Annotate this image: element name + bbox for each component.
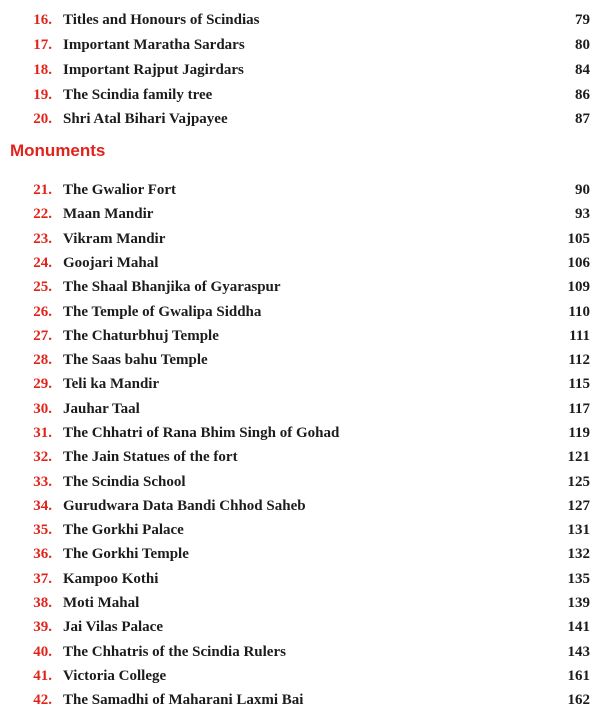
toc-entry: [0, 542, 600, 566]
toc-entry: [0, 33, 600, 57]
entry-title: The Gorkhi Palace: [63, 522, 184, 538]
toc-entry: [0, 251, 600, 275]
toc-entry: [0, 372, 600, 396]
toc-entry: [0, 83, 600, 107]
entry-number: 33.: [33, 474, 52, 490]
toc-entry: [0, 324, 600, 348]
toc-entry: [0, 107, 600, 131]
entry-title: Maan Mandir: [63, 206, 154, 222]
entry-page: 127: [567, 498, 590, 514]
toc-entry: [0, 615, 600, 639]
entry-title: The Chhatri of Rana Bhim Singh of Gohad: [63, 425, 340, 441]
entry-page: 110: [568, 304, 590, 320]
toc-entry: [0, 58, 600, 82]
entry-title: Gurudwara Data Bandi Chhod Saheb: [63, 498, 306, 514]
entry-page: 79: [575, 12, 590, 28]
toc-entry: [0, 202, 600, 226]
entry-page: 86: [575, 87, 590, 103]
entry-title: The Temple of Gwalipa Siddha: [63, 304, 262, 320]
entry-title: Vikram Mandir: [63, 231, 166, 247]
entry-page: 105: [567, 231, 590, 247]
entry-page: 125: [567, 474, 590, 490]
entry-number: 29.: [33, 376, 52, 392]
entry-page: 117: [568, 401, 590, 417]
toc-entry: [0, 470, 600, 494]
entry-page: 115: [568, 376, 590, 392]
entry-page: 162: [567, 692, 590, 708]
entry-page: 84: [575, 62, 590, 78]
entry-page: 80: [575, 37, 590, 53]
entry-page: 90: [575, 182, 590, 198]
entry-title: Jai Vilas Palace: [63, 619, 163, 635]
toc-entry: [0, 421, 600, 445]
entry-page: 87: [575, 111, 590, 127]
entry-page: 161: [567, 668, 590, 684]
entry-number: 40.: [33, 644, 52, 660]
entry-number: 26.: [33, 304, 52, 320]
entry-page: 112: [568, 352, 590, 368]
entry-page: 109: [567, 279, 590, 295]
entry-title: The Saas bahu Temple: [63, 352, 208, 368]
entry-title: Jauhar Taal: [63, 401, 140, 417]
toc-entry: [0, 494, 600, 518]
entry-title: Important Rajput Jagirdars: [63, 62, 244, 78]
entry-number: 21.: [33, 182, 52, 198]
entry-title: The Shaal Bhanjika of Gyaraspur: [63, 279, 281, 295]
entry-page: 93: [575, 206, 590, 222]
entry-title: The Jain Statues of the fort: [63, 449, 238, 465]
entry-number: 42.: [33, 692, 52, 708]
toc-entry: [0, 640, 600, 664]
entry-title: Titles and Honours of Scindias: [63, 12, 260, 28]
entry-title: The Samadhi of Maharani Laxmi Bai: [63, 692, 304, 708]
entry-number: 37.: [33, 571, 52, 587]
entry-number: 16.: [33, 12, 52, 28]
entry-title: Teli ka Mandir: [63, 376, 160, 392]
entry-number: 19.: [33, 87, 52, 103]
entry-number: 34.: [33, 498, 52, 514]
entry-number: 28.: [33, 352, 52, 368]
entry-title: The Gorkhi Temple: [63, 546, 189, 562]
entry-number: 31.: [33, 425, 52, 441]
entry-title: The Scindia family tree: [63, 87, 213, 103]
entry-title: The Chaturbhuj Temple: [63, 328, 219, 344]
entry-title: The Scindia School: [63, 474, 186, 490]
toc-entry: [0, 227, 600, 251]
toc-entry: [0, 567, 600, 591]
entry-number: 35.: [33, 522, 52, 538]
entry-number: 38.: [33, 595, 52, 611]
entry-page: 121: [567, 449, 590, 465]
entry-page: 135: [567, 571, 590, 587]
entry-number: 18.: [33, 62, 52, 78]
entry-number: 27.: [33, 328, 52, 344]
entry-page: 139: [567, 595, 590, 611]
entry-number: 24.: [33, 255, 52, 271]
entry-number: 32.: [33, 449, 52, 465]
toc-entry: [0, 178, 600, 202]
entry-page: 143: [567, 644, 590, 660]
section-heading-monuments: Monuments: [10, 141, 106, 160]
entry-title: Moti Mahal: [63, 595, 140, 611]
toc-entry: [0, 445, 600, 469]
toc-entry: [0, 688, 600, 712]
toc-entry: [0, 397, 600, 421]
toc-entry: [0, 348, 600, 372]
entry-title: The Chhatris of the Scindia Rulers: [63, 644, 286, 660]
entry-page: 131: [567, 522, 590, 538]
entry-title: Goojari Mahal: [63, 255, 159, 271]
entry-page: 111: [569, 328, 590, 344]
entry-title: Kampoo Kothi: [63, 571, 159, 587]
entry-title: Victoria College: [63, 668, 167, 684]
toc-entry: [0, 591, 600, 615]
entry-number: 23.: [33, 231, 52, 247]
entry-page: 141: [567, 619, 590, 635]
entry-number: 41.: [33, 668, 52, 684]
entry-title: Important Maratha Sardars: [63, 37, 245, 53]
entry-number: 36.: [33, 546, 52, 562]
entry-number: 17.: [33, 37, 52, 53]
entry-page: 132: [567, 546, 590, 562]
toc-entry: [0, 518, 600, 542]
toc-entry: [0, 664, 600, 688]
entry-number: 39.: [33, 619, 52, 635]
toc-entry: [0, 300, 600, 324]
entry-title: Shri Atal Bihari Vajpayee: [63, 111, 228, 127]
entry-number: 20.: [33, 111, 52, 127]
entry-page: 119: [568, 425, 590, 441]
entry-number: 25.: [33, 279, 52, 295]
entry-number: 30.: [33, 401, 52, 417]
entry-title: The Gwalior Fort: [63, 182, 177, 198]
entry-number: 22.: [33, 206, 52, 222]
entry-page: 106: [567, 255, 590, 271]
toc-entry: [0, 8, 600, 32]
toc-entry: [0, 275, 600, 299]
